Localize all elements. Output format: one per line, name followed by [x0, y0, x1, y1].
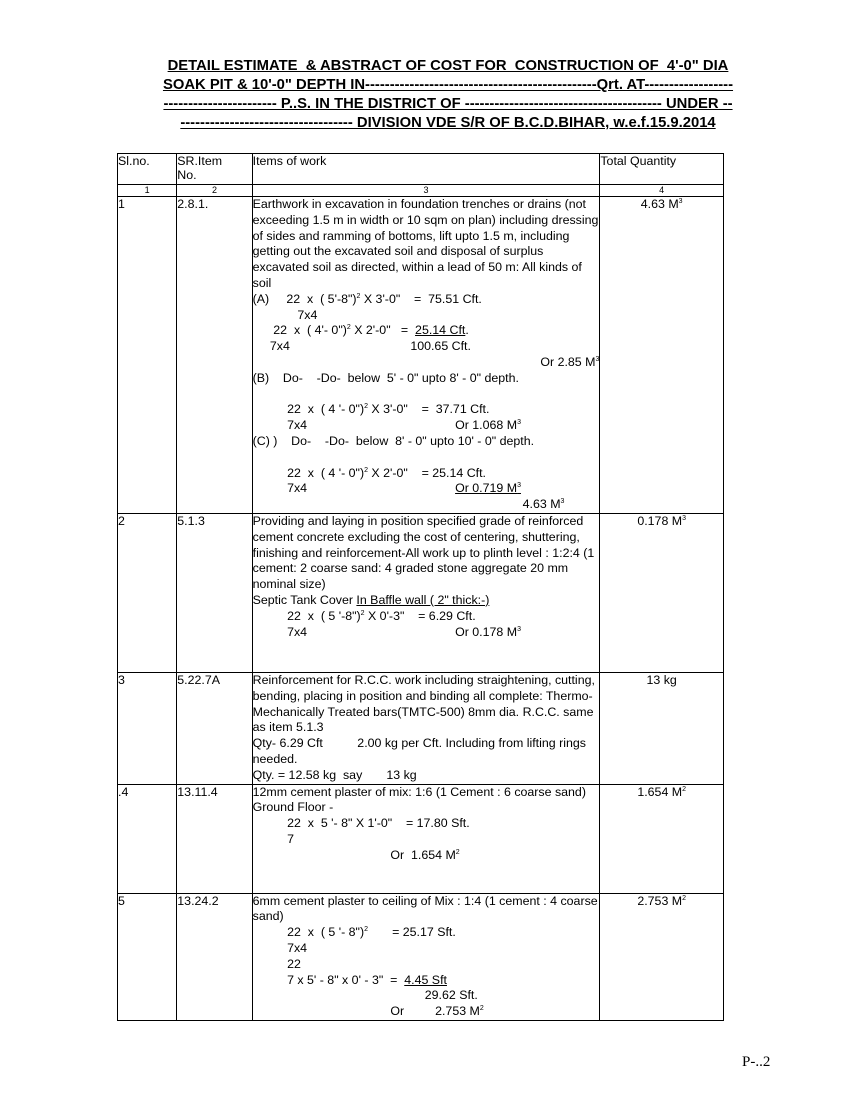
calc-line: 4.63 $M^3$ [522, 497, 565, 512]
row-slno: 3 [118, 672, 177, 784]
calc-line: 22 x ( 4'- 0")$^2$ X 2'-0" = 25.14 Cft. [252, 323, 469, 338]
item-sub-description: Ground Floor - [252, 800, 334, 815]
calc-line: 29.62 Sft. [252, 988, 478, 1003]
calc-line: 7x4 Or 0.719 $M^3$ [252, 481, 521, 496]
row-sr-item: 2.8.1. [177, 197, 252, 514]
row-description [252, 197, 600, 514]
calc-line: 7 [252, 831, 294, 846]
row-slno: 1 [118, 197, 177, 514]
table-row [118, 893, 724, 1020]
item-sub-description: Septic Tank Cover In Baffle wall ( 2" thick:-) [252, 592, 490, 607]
table-row [118, 197, 724, 514]
row-description [252, 513, 600, 672]
calc-line: (B) Do- -Do- below 5' - 0" upto 8' - 0" depth. [252, 370, 519, 385]
item-description: 12mm cement plaster of mix: 1:6 (1 Cement : 6 coarse sand) [252, 784, 586, 799]
row-slno: 5 [118, 893, 177, 1020]
table-row [118, 784, 724, 893]
row-total-quantity: 2.753 $M^2$ [600, 893, 724, 1020]
calc-line: 22 x ( 5 '- 8")$^2$ = 25.17 Sft. [252, 925, 456, 940]
row-sr-item: 13.11.4 [177, 784, 252, 893]
calc-line: 22 x ( 4 '- 0")$^2$ X 3'-0" = 37.71 Cft. [252, 402, 490, 417]
item-description: Providing and laying in position specified grade of reinforced cement concrete excluding the cost of centering, shuttering, finishing and reinforcement-All work up to plinth level : 1:2:4 (1 cement: 2 coarse sand: 4 graded stone aggregate 20 mm nominal size) [252, 513, 595, 592]
title-line-3: ----------------------- P..S. IN THE DISTRICT OF ---------------------------------------- UNDER -- [163, 96, 733, 112]
header-items-of-work: Items of work [252, 154, 600, 185]
column-number: 4 [600, 185, 724, 197]
calc-line: 7x4 Or 1.068 $M^3$ [252, 418, 521, 433]
calc-line: Or 1.654 $M^2$ [252, 847, 460, 862]
table-row [118, 513, 724, 672]
calc-line: 22 x 5 '- 8" X 1'-0" = 17.80 Sft. [252, 816, 470, 831]
row-sr-item: 5.1.3 [177, 513, 252, 672]
row-total-quantity: 0.178 $M^3$ [600, 513, 724, 672]
calc-line: 22 x ( 4 '- 0")$^2$ X 2'-0" = 25.14 Cft. [252, 465, 486, 480]
document-title [118, 57, 778, 133]
table-row [118, 672, 724, 784]
row-total-quantity: 4.63 $M^3$ [600, 197, 724, 514]
header-total-quantity: Total Quantity [600, 154, 724, 185]
row-total-quantity: 1.654 $M^2$ [600, 784, 724, 893]
item-sub-description: Qty- 6.29 Cft 2.00 kg per Cft. Including from lifting rings needed. [252, 736, 590, 766]
row-slno: .4 [118, 784, 177, 893]
calc-line: 22 [252, 956, 301, 971]
item-description: Reinforcement for R.C.C. work including straightening, cutting, bending, placing in position and binding all complete: Thermo-Mechanically Treated bars(TMTC-500) 8mm dia. R.C.C. same as item 5.1.3 [252, 672, 595, 735]
calc-line: 7x4 100.65 Cft. [252, 339, 471, 354]
column-number: 2 [177, 185, 252, 197]
title-line-4: ----------------------------------- DIVISION VDE S/R OF B.C.D.BIHAR, w.e.f.15.9.2014 [180, 115, 716, 131]
column-number: 3 [252, 185, 600, 197]
calc-line: (C) ) Do- -Do- below 8' - 0" upto 10' - 0" depth. [252, 433, 535, 448]
column-number: 1 [118, 185, 177, 197]
row-sr-item: 5.22.7A [177, 672, 252, 784]
calc-line: 7 x 5' - 8" x 0' - 3" = 4.45 Sft [252, 972, 447, 987]
estimate-table [117, 153, 724, 1021]
item-description: Earthwork in excavation in foundation trenches or drains (not exceeding 1.5 m in width or 10 sqm on plan) including dressing of sides and ramming of bottoms, lift upto 1.5 m, including getting out the excavated soil and disposal of surplus excavated soil as directed, within a lead of 50 m: All kinds of soil [252, 197, 599, 290]
row-sr-item: 13.24.2 [177, 893, 252, 1020]
row-description [252, 893, 600, 1020]
row-description [252, 672, 600, 784]
page-number: P-..2 [742, 1054, 771, 1070]
table-header-row [118, 154, 724, 185]
calc-line: Or 2.753 $M^2$ [252, 1004, 484, 1019]
row-slno: 2 [118, 513, 177, 672]
row-total-quantity: 13 kg [600, 672, 724, 784]
item-description: 6mm cement plaster to ceiling of Mix : 1:4 (1 cement : 4 coarse sand) [252, 893, 598, 924]
header-sr-item: SR.Item No. [177, 154, 252, 185]
calc-line: Or 2.85 $M^3$ [540, 354, 600, 369]
title-line-2: SOAK PIT & 10'-0" DEPTH IN-----------------------------------------------Qrt. AT------------------ [162, 77, 734, 93]
calc-line: 22 x ( 5 '-8")$^2$ X 0'-3" = 6.29 Cft. [252, 608, 476, 623]
blank-line [253, 450, 600, 466]
header-slno: Sl.no. [118, 154, 177, 185]
calc-line: (A) 22 x ( 5'-8")$^2$ X 3'-0" = 75.51 Cft. [252, 291, 482, 306]
row-description [252, 784, 600, 893]
calc-line: 7x4 Or 0.178 $M^3$ [252, 624, 521, 639]
item-quantity-note: Qty. = 12.58 kg say 13 kg [252, 767, 417, 782]
calc-line: 7x4 [252, 940, 308, 955]
blank-line [253, 387, 600, 403]
calc-line: 7x4 [252, 307, 318, 322]
column-number-row [118, 185, 724, 197]
title-line-1: DETAIL ESTIMATE & ABSTRACT OF COST FOR CONSTRUCTION OF 4'-0" DIA [167, 58, 729, 74]
